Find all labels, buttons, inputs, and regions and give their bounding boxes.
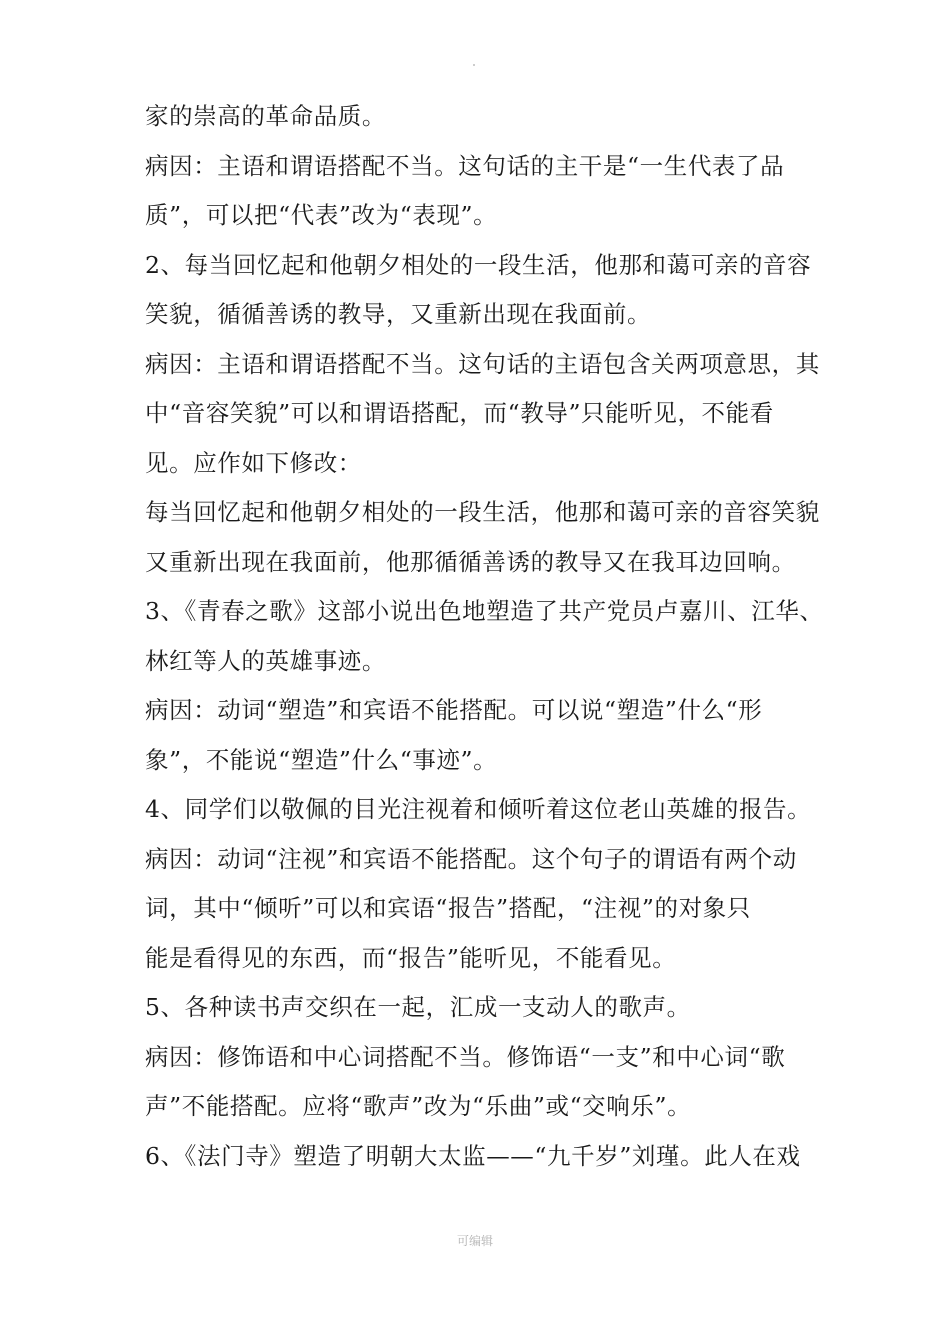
text-line: 2、每当回忆起和他朝夕相处的一段生活，他那和蔼可亲的音容	[145, 250, 812, 279]
text-line: 象”，不能说“塑造”什么“事迹”。	[145, 745, 498, 774]
document-body	[145, 92, 825, 1181]
text-line: 质”，可以把“代表”改为“表现”。	[145, 201, 498, 229]
text-line: 又重新出现在我面前，他那循循善诱的教导又在我耳边回响。	[145, 547, 796, 576]
page-footer-label: 可编辑	[456, 1234, 493, 1248]
text-line: 3、《青春之歌》这部小说出色地塑造了共产党员卢嘉川、江华、	[145, 597, 824, 625]
text-line: 5、各种读书声交织在一起，汇成一支动人的歌声。	[145, 993, 691, 1021]
text-line: 笑貌，循循善诱的教导，又重新出现在我面前。	[145, 300, 652, 328]
text-line: 家的崇高的革命品质。	[145, 102, 386, 130]
text-line: 6、《法门寺》塑造了明朝大太监——“九千岁”刘瑾。此人在戏	[145, 1141, 801, 1170]
text-line: 每当回忆起和他朝夕相处的一段生活，他那和蔼可亲的音容笑貌	[145, 498, 820, 526]
text-line: 病因：动词“塑造”和宾语不能搭配。可以说“塑造”什么“形	[145, 696, 763, 724]
text-line: 词，其中“倾听”可以和宾语“报告”搭配，“注视”的对象只	[145, 894, 751, 922]
text-line: 中“音容笑貌”可以和谓语搭配，而“教导”只能听见，不能看	[145, 399, 774, 427]
text-line: 病因：主语和谓语搭配不当。这句话的主语包含关两项意思，其	[145, 349, 820, 378]
page-marker-dot	[473, 64, 475, 66]
text-line: 林红等人的英雄事迹。	[145, 646, 386, 675]
text-line: 病因：修饰语和中心词搭配不当。修饰语“一支”和中心词“歌	[145, 1042, 786, 1071]
text-line: 病因：主语和谓语搭配不当。这句话的主干是“一生代表了品	[145, 151, 785, 180]
text-line: 声”不能搭配。应将“歌声”改为“乐曲”或“交响乐”。	[145, 1092, 692, 1120]
text-line: 病因：动词“注视”和宾语不能搭配。这个句子的谓语有两个动	[145, 844, 797, 873]
text-line: 4、同学们以敬佩的目光注视着和倾听着这位老山英雄的报告。	[145, 795, 812, 823]
text-line: 见。应作如下修改：	[145, 448, 362, 477]
text-line: 能是看得见的东西，而“报告”能听见，不能看见。	[145, 943, 677, 972]
